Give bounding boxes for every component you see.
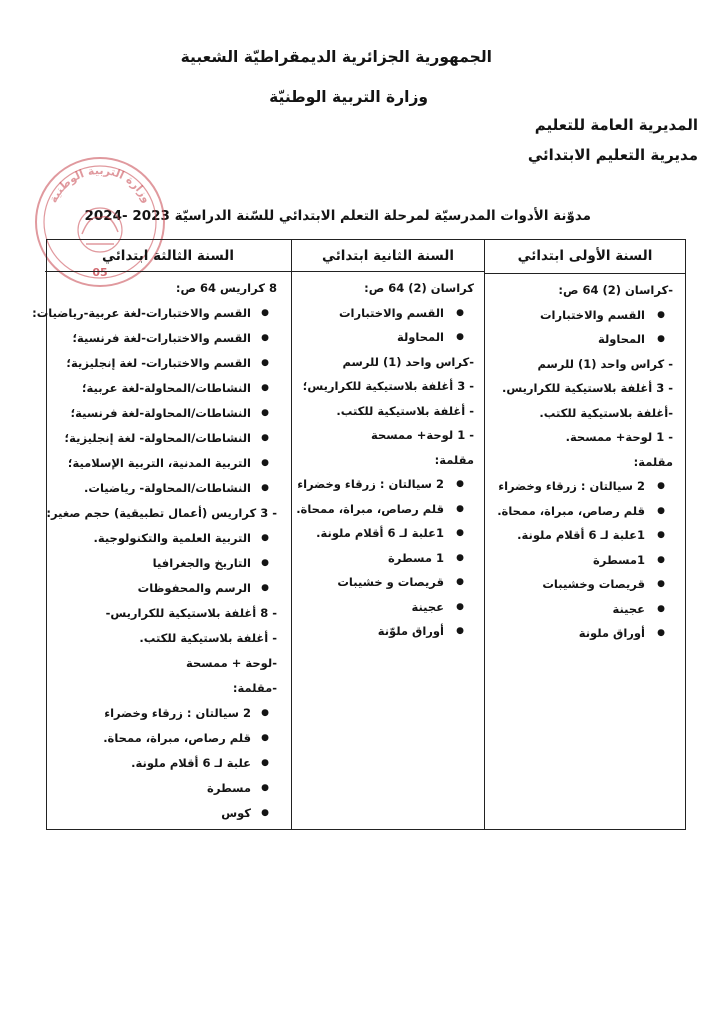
- bullet-item: ● 2 سيالتان : زرقاء وخضراء: [485, 474, 685, 499]
- list-item: كراسان (2) 64 ص:: [364, 281, 474, 295]
- bullet-item: ● علبة لـ 6 أقلام ملونة.: [45, 751, 291, 776]
- supplies-list: [485, 274, 685, 646]
- list-item: - أغلفة بلاستيكية للكتب.: [336, 403, 474, 418]
- bullet-item: ● المحاولة: [485, 327, 685, 352]
- list-item: -مقلمة:: [232, 681, 277, 695]
- supplies-list: [292, 272, 484, 644]
- bullet-item: ● 2 سيالتان : زرقاء وخضراء: [45, 701, 291, 726]
- bullet-item: ● النشاطات/المحاولة-لغة عربية؛: [45, 376, 291, 401]
- bullet-item: ● كوس: [45, 801, 291, 826]
- bullet-item: ● القسم والاختبارات-لغة عربية-رياضيات:: [45, 301, 291, 326]
- directorate-general-label: المديرية العامة للتعليم: [534, 116, 698, 134]
- list-item: مقلمة:: [633, 454, 673, 469]
- list-item: - كراس واحد (1) للرسم: [537, 356, 673, 371]
- column-grade-1: [485, 240, 685, 829]
- bullet-item: ● 1علبة لـ 6 أقلام ملونة.: [485, 523, 685, 548]
- bullet-item: ● قريصات وخشيبات: [485, 572, 685, 597]
- bullet-item: ● التاريخ والجغرافيا: [45, 551, 291, 576]
- column-grade-3: [32, 240, 291, 829]
- list-item: - أغلفة بلاستيكية للكتب.: [139, 631, 277, 645]
- stamp-number: 05: [92, 266, 108, 279]
- bullet-item: ● القسم والاختبارات-لغة فرنسية؛: [45, 326, 291, 351]
- bullet-item: ● قلم رصاص، مبراة، ممحاة.: [292, 497, 484, 522]
- bullet-item: ● عجينة: [292, 595, 484, 620]
- list-item: مقلمة:: [434, 452, 474, 467]
- bullet-item: ● الرسم والمحفوظات: [45, 576, 291, 601]
- list-item: - 1 لوحة+ ممسحة: [370, 428, 474, 442]
- bullet-item: ● قلم رصاص، مبراة، ممحاة.: [45, 726, 291, 751]
- bullet-item: ● 1مسطرة: [485, 548, 685, 573]
- bullet-item: ● مسطرة: [45, 776, 291, 801]
- bullet-item: ● قلم رصاص، مبراة، ممحاة.: [485, 499, 685, 524]
- list-item: 8 كراريس 64 ص:: [175, 281, 277, 295]
- list-item: - 8 أغلفة بلاستيكية للكراريس-: [105, 606, 277, 620]
- bullet-item: ● أوراق ملوّنة: [292, 619, 484, 644]
- bullet-item: ● النشاطات/المحاولة- رياضيات.: [45, 476, 291, 501]
- bullet-item: ● المحاولة: [292, 325, 484, 350]
- bullet-item: ● 2 سيالتان : زرقاء وخضراء: [292, 472, 484, 497]
- bullet-item: ● النشاطات/المحاولة- لغة إنجليزية؛: [45, 426, 291, 451]
- list-item: - 1 لوحة+ ممسحة.: [565, 430, 673, 444]
- list-item: -كراسان (2) 64 ص:: [558, 283, 673, 297]
- bullet-item: ● القسم والاختبارات: [485, 303, 685, 328]
- column-grade-2: [291, 240, 485, 829]
- document-title: مدوّنة الأدوات المدرسيّة لمرحلة التعلم الابتدائي للسّنة الدراسيّة 2023 -2024: [84, 208, 591, 224]
- bullet-item: ● التربية المدنية، التربية الإسلامية؛: [45, 451, 291, 476]
- supplies-table: [32, 239, 686, 830]
- bullet-item: ● 1 مسطرة: [292, 546, 484, 571]
- list-item: - 3 أغلفة بلاستيكية للكراريس؛: [302, 379, 474, 393]
- list-item: -كراس واحد (1) للرسم: [342, 354, 474, 369]
- column-header: السنة الثالثة ابتدائي: [45, 240, 291, 272]
- column-header: السنة الثانية ابتدائي: [292, 240, 484, 272]
- list-item: -أغلفة بلاستيكية للكتب.: [539, 405, 673, 420]
- list-item: -لوحة + ممسحة: [185, 656, 277, 670]
- bullet-item: ● القسم والاختبارات: [292, 301, 484, 326]
- column-header: السنة الأولى ابتدائي: [485, 240, 685, 274]
- bullet-item: ● عجينة: [485, 597, 685, 622]
- ministry-heading: وزارة التربية الوطنيّة: [269, 88, 428, 106]
- bullet-item: ● القسم والاختبارات- لغة إنجليزية؛: [45, 351, 291, 376]
- bullet-item: ● التربية العلمية والتكنولوجية.: [45, 526, 291, 551]
- bullet-item: ● 1علبة لـ 6 أقلام ملونة.: [292, 521, 484, 546]
- bullet-item: ● قريصات و خشيبات: [292, 570, 484, 595]
- bullet-item: ● النشاطات/المحاولة-لغة فرنسية؛: [45, 401, 291, 426]
- supplies-list: [32, 272, 291, 826]
- republic-heading: الجمهورية الجزائرية الديمقراطيّة الشعبية: [180, 48, 492, 66]
- list-item: - 3 كراريس (أعمال تطبيقية) حجم صغير:: [46, 506, 277, 520]
- list-item: - 3 أغلفة بلاستيكية للكراريس.: [501, 381, 673, 395]
- directorate-primary-label: مديرية التعليم الابتدائي: [527, 146, 698, 164]
- bullet-item: ● أوراق ملونة: [485, 621, 685, 646]
- stamp-text: وزارة التربية الوطنية: [46, 163, 154, 205]
